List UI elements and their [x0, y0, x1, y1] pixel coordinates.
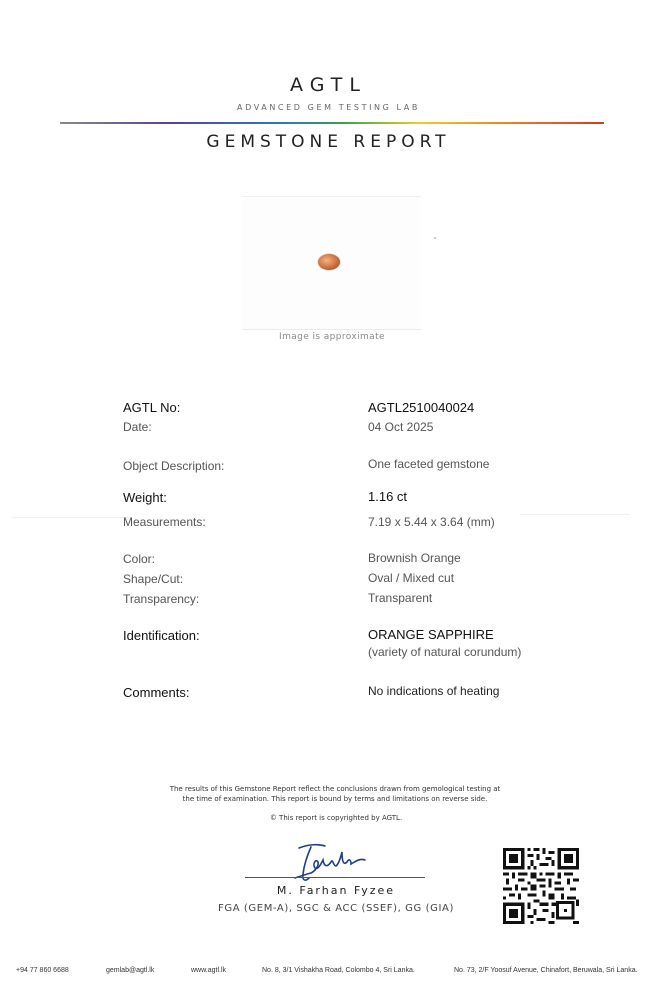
identification-note: (variety of natural corundum): [368, 645, 522, 659]
shape-cut-value: Oval / Mixed cut: [368, 571, 455, 585]
transparency-value: Transparent: [368, 591, 433, 605]
scan-line-right: [520, 514, 630, 515]
footer-address-beruwala: No. 73, 2/F Yoosuf Avenue, Chinafort, Beruwala, Sri Lanka.: [454, 967, 638, 974]
qr-code-icon: [503, 848, 579, 924]
footer-email[interactable]: gemlab@agtl.lk: [106, 967, 155, 974]
gemstone-image: [318, 254, 340, 270]
footer-phone: +94 77 860 6688: [16, 967, 69, 974]
footer-website[interactable]: www.agtl.lk: [191, 967, 227, 974]
date-label: Date:: [123, 420, 152, 434]
object-description-value: One faceted gemstone: [368, 457, 490, 471]
signer-qualifications: FGA (GEM-A), SGC & ACC (SSEF), GG (GIA): [218, 903, 454, 914]
comments-value: No indications of heating: [368, 684, 500, 698]
date-value: 04 Oct 2025: [368, 420, 434, 434]
identification-value: ORANGE SAPPHIRE: [368, 627, 494, 642]
photo-speck: [434, 237, 436, 239]
lab-logo: AGTL: [290, 74, 367, 96]
footer-address-colombo: No. 8, 3/1 Vishakha Road, Colombo 4, Sri Lanka.: [262, 967, 415, 974]
rainbow-divider: [60, 122, 604, 124]
measurements-label: Measurements:: [123, 515, 206, 529]
lab-subtitle: ADVANCED GEM TESTING LAB: [237, 103, 420, 112]
signature-line: [245, 877, 425, 878]
shape-cut-label: Shape/Cut:: [123, 572, 184, 586]
signer-name: M. Farhan Fyzee: [276, 884, 396, 897]
comments-label: Comments:: [123, 685, 190, 700]
measurements-value: 7.19 x 5.44 x 3.64 (mm): [368, 515, 495, 529]
weight-label: Weight:: [123, 490, 167, 505]
image-caption: Image is approximate: [279, 332, 385, 342]
agtl-no-value: AGTL2510040024: [368, 400, 475, 415]
disclaimer: [140, 784, 530, 804]
agtl-no-label: AGTL No:: [123, 400, 181, 415]
transparency-label: Transparency:: [123, 592, 200, 606]
copyright-notice: © This report is copyrighted by AGTL.: [269, 814, 403, 822]
report-title: GEMSTONE REPORT: [206, 132, 451, 152]
scan-line-left: [12, 517, 132, 518]
color-value: Brownish Orange: [368, 551, 461, 565]
signature-graphic: [285, 838, 375, 886]
weight-value: 1.16 ct: [368, 489, 408, 504]
disclaimer-line-2: the time of examination. This report is bound by terms and limitations on reverse side.: [182, 795, 488, 803]
identification-label: Identification:: [123, 628, 200, 643]
color-label: Color:: [123, 552, 156, 566]
object-description-label: Object Description:: [123, 459, 225, 473]
disclaimer-line-1: The results of this Gemstone Report reflect the conclusions drawn from gemological testing at: [169, 785, 501, 793]
